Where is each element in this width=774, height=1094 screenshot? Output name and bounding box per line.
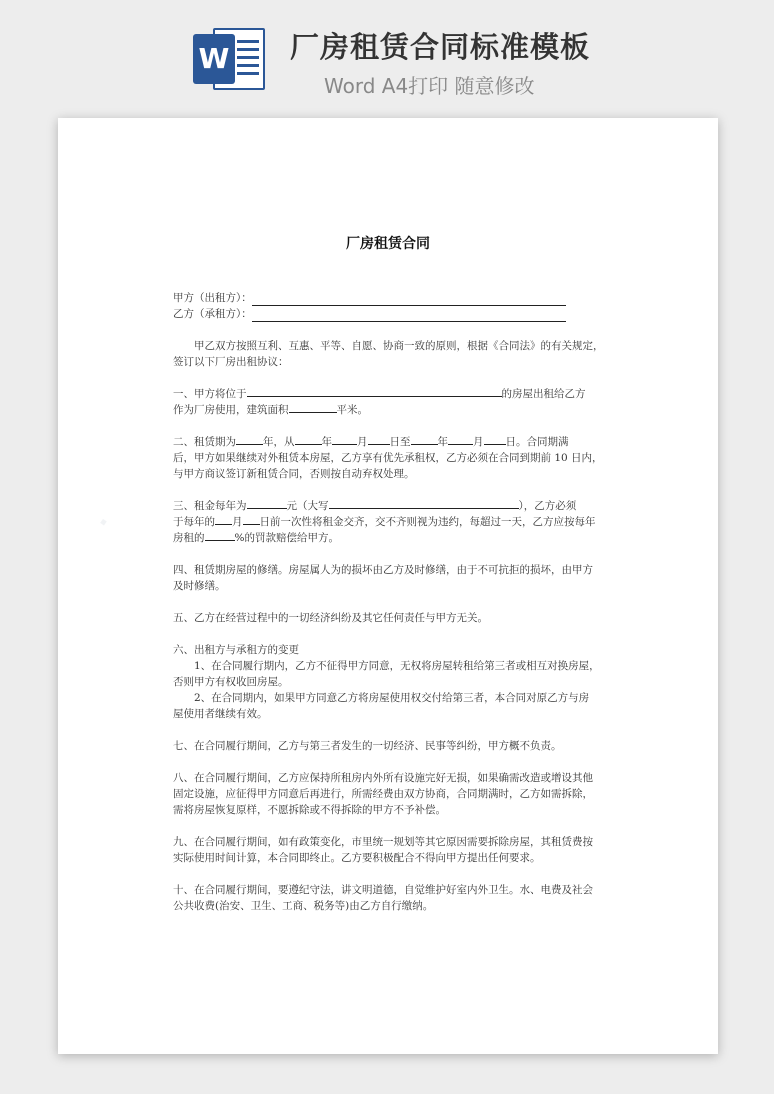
clause-text: 日至 bbox=[389, 436, 411, 448]
word-icon bbox=[193, 22, 265, 94]
fill-in-blank bbox=[411, 434, 438, 445]
text-line: 与甲方商议签订新租赁合同，否则按自动弃权处理。 bbox=[173, 468, 415, 480]
text-line: 固定设施，应征得甲方同意后再进行，所需经费由双方协商，合同期满时，乙方如需拆除， bbox=[173, 788, 593, 800]
text-line: 八、在合同履行期间，乙方应保持所租房内外所有设施完好无损，如果确需改造或增设其他 bbox=[173, 772, 593, 784]
text-line: 四、租赁期房屋的修缮。房屋属人为的损坏由乙方及时修缮，由于不可抗拒的损坏，由甲方 bbox=[173, 564, 593, 576]
text-line: 屋使用者继续有效。 bbox=[173, 708, 268, 720]
fill-in-blank bbox=[329, 498, 519, 509]
clause-text: ），乙方必须 bbox=[518, 500, 577, 512]
clause-7 bbox=[173, 738, 603, 754]
text-line: 公共收费(治安、卫生、工商、税务等)由乙方自行缴纳。 bbox=[173, 900, 434, 912]
fill-in-blank bbox=[289, 402, 337, 413]
party-b-label: 乙方（承租方）： bbox=[173, 308, 252, 320]
text-line: 需将房屋恢复原样，不愿拆除或不得拆除的甲方不予补偿。 bbox=[173, 804, 446, 816]
clause-text: 月 bbox=[232, 516, 243, 528]
document-body bbox=[173, 290, 603, 930]
text-line: 七、在合同履行期间，乙方与第三者发生的一切经济、民事等纠纷，甲方概不负责。 bbox=[173, 740, 562, 752]
fill-in-blank bbox=[247, 498, 287, 509]
text-line bbox=[173, 498, 603, 514]
text-line bbox=[173, 386, 603, 402]
template-title: 厂房租赁合同标准模板 bbox=[290, 30, 591, 64]
clause-text: 元（大写 bbox=[286, 500, 329, 512]
clause-text: 月 bbox=[357, 436, 368, 448]
clause-text: 房租的 bbox=[173, 532, 205, 544]
clause-text: 三、租金每年为 bbox=[173, 500, 247, 512]
clause-text: 年 bbox=[437, 436, 448, 448]
text-line: 签订以下厂房出租协议： bbox=[173, 356, 289, 368]
clause-6 bbox=[173, 642, 603, 722]
text-line bbox=[173, 434, 603, 450]
party-a-blank bbox=[252, 294, 566, 306]
fill-in-blank bbox=[332, 434, 357, 445]
intro-paragraph bbox=[173, 338, 603, 370]
text-line: 后，甲方如果继续对外租赁本房屋，乙方享有优先承租权，乙方必须在合同到期前 10 日内， bbox=[173, 452, 603, 464]
text-line: 九、在合同履行期间，如有政策变化，市里统一规划等其它原因需要拆除房屋，其租赁费按 bbox=[173, 836, 593, 848]
fill-in-blank bbox=[215, 514, 232, 525]
clause-10 bbox=[173, 882, 603, 914]
clause-text: 年 bbox=[321, 436, 332, 448]
fill-in-blank bbox=[368, 434, 390, 445]
text-line: 及时修缮。 bbox=[173, 580, 226, 592]
clause-text: 日。合同期满 bbox=[505, 436, 569, 448]
clause-3 bbox=[173, 498, 603, 546]
clause-text: 二、租赁期为 bbox=[173, 436, 236, 448]
clause-text: 月 bbox=[473, 436, 484, 448]
document-page bbox=[58, 118, 718, 1054]
party-a-line bbox=[173, 290, 603, 306]
text-line: 2、在合同期内，如果甲方同意乙方将房屋使用权交付给第三者，本合同对原乙方与房 bbox=[194, 692, 590, 704]
clause-text: 于每年的 bbox=[173, 516, 215, 528]
text-line: 五、乙方在经营过程中的一切经济纠纷及其它任何责任与甲方无关。 bbox=[173, 612, 488, 624]
text-line: 实际使用时间计算，本合同即终止。乙方要积极配合不得向甲方提出任何要求。 bbox=[173, 852, 541, 864]
clause-text: 平米。 bbox=[336, 404, 368, 416]
fill-in-blank bbox=[247, 386, 502, 397]
clause-text: 日前一次性将租金交齐，交不齐则视为违约，每超过一天，乙方应按每年 bbox=[259, 516, 596, 528]
text-line: 十、在合同履行期间，要遵纪守法，讲文明道德，自觉维护好室内外卫生。水、电费及社会 bbox=[173, 884, 593, 896]
clause-text: 一、甲方将位于 bbox=[173, 388, 247, 400]
fill-in-blank bbox=[484, 434, 506, 445]
clause-text: 作为厂房使用，建筑面积 bbox=[173, 404, 289, 416]
watermark: · bbox=[90, 507, 116, 539]
clause-2 bbox=[173, 434, 603, 482]
clause-8 bbox=[173, 770, 603, 818]
clause-text: %的罚款赔偿给甲方。 bbox=[234, 532, 339, 544]
clause-5 bbox=[173, 610, 603, 626]
clause-text: 年，从 bbox=[263, 436, 295, 448]
text-line: 甲乙双方按照互利、互惠、平等、自愿、协商一致的原则，根据《合同法》的有关规定， bbox=[194, 340, 604, 352]
text-line bbox=[173, 514, 603, 530]
text-line: 否则甲方有权收回房屋。 bbox=[173, 676, 289, 688]
fill-in-blank bbox=[243, 514, 260, 525]
clause-text: 的房屋出租给乙方 bbox=[501, 388, 586, 400]
text-line bbox=[173, 530, 603, 546]
fill-in-blank bbox=[236, 434, 263, 445]
party-a-label: 甲方（出租方）： bbox=[173, 292, 252, 304]
clause-1 bbox=[173, 386, 603, 418]
fill-in-blank bbox=[448, 434, 473, 445]
party-b-blank bbox=[252, 310, 566, 322]
clause-4 bbox=[173, 562, 603, 594]
text-line: 六、出租方与承租方的变更 bbox=[173, 644, 299, 656]
word-badge: W bbox=[193, 34, 235, 84]
document-title: 厂房租赁合同 bbox=[346, 236, 430, 252]
party-b-line bbox=[173, 306, 603, 322]
fill-in-blank bbox=[205, 530, 235, 541]
fill-in-blank bbox=[295, 434, 322, 445]
header bbox=[0, 0, 774, 110]
clause-9 bbox=[173, 834, 603, 866]
template-subtitle: Word A4打印 随意修改 bbox=[324, 74, 535, 98]
text-line bbox=[173, 402, 603, 418]
text-line: 1、在合同履行期内，乙方不征得甲方同意，无权将房屋转租给第三者或相互对换房屋， bbox=[194, 660, 600, 672]
